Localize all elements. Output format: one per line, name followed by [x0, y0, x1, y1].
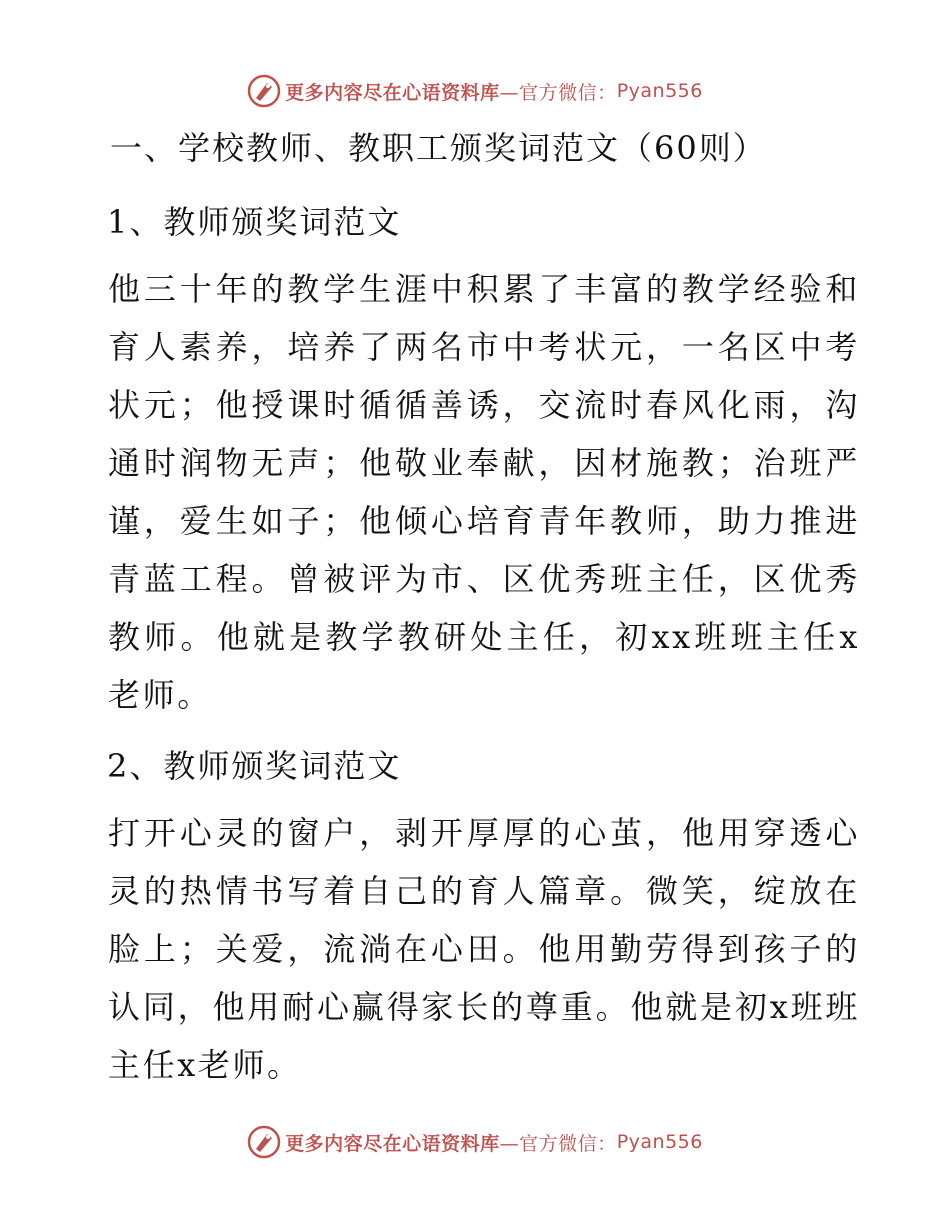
watermark-wechat-label: —官方微信： [499, 81, 617, 104]
watermark-site-text: 更多内容尽在心语资料库 [285, 1132, 500, 1155]
section-body-1: 他三十年的教学生涯中积累了丰富的教学经验和育人素养，培养了两名市中考状元，一名区中考状元；他授课时循循善诱，交流时春风化雨，沟通时润物无声；他敬业奉献，因材施教；治班严谨，爱生如子；他倾心培育青年教师，助力推进青蓝工程。曾被评为市、区优秀班主任，区优秀教师。他就是教学教研处主任，初xx班班主任x老师。 [108, 270, 860, 714]
section-heading-2: 2、教师颁奖词范文 [107, 747, 402, 785]
watermark-wechat-label: —官方微信： [499, 1132, 617, 1155]
section-heading-1: 1、教师颁奖词范文 [107, 203, 402, 241]
watermark-site-text: 更多内容尽在心语资料库 [285, 81, 500, 104]
section-body-2: 打开心灵的窗户，剥开厚厚的心茧，他用穿透心灵的热情书写着自己的育人篇章。微笑，绽放在脸上；关爱，流淌在心田。他用勤劳得到孩子的认同，他用耐心赢得家长的尊重。他就是初x班班主任x老师。 [108, 814, 860, 1084]
header-watermark [0, 74, 950, 108]
watermark-wechat-id: Pyan556 [616, 80, 703, 102]
pen-nib-logo-icon [247, 1125, 281, 1159]
document-body [100, 120, 860, 1108]
pen-nib-logo-icon [247, 74, 281, 108]
footer-watermark [0, 1125, 950, 1159]
watermark-wechat-id: Pyan556 [616, 1131, 703, 1153]
document-title: 一、学校教师、教职工颁奖词范文（60则） [110, 129, 767, 167]
